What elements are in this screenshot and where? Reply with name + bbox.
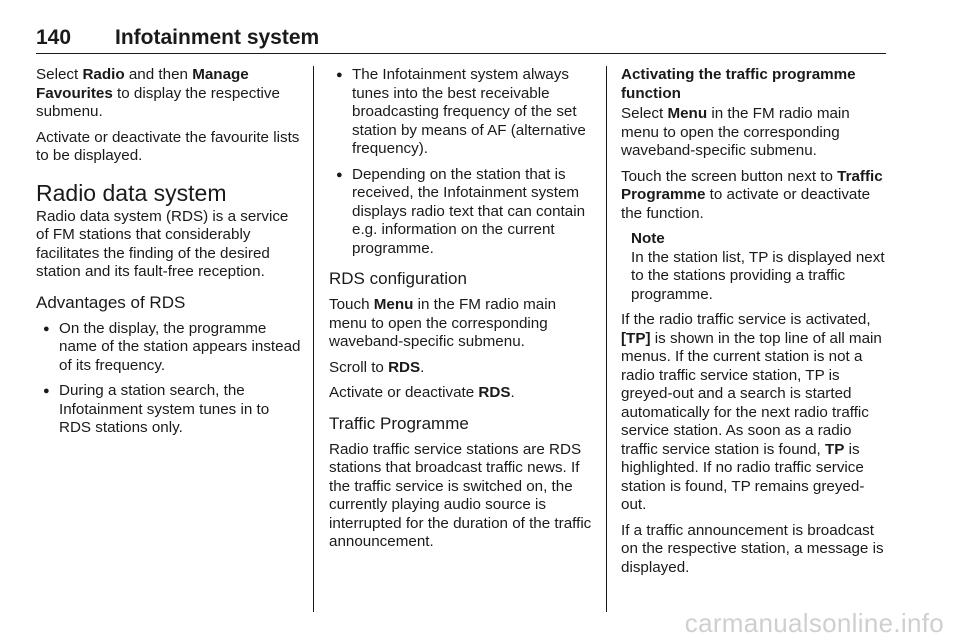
config-menu-paragraph: Touch Menu in the FM radio main menu to open the corresponding waveband-specific submenu. [329, 296, 557, 350]
touch-button-paragraph: Touch the screen button next to Traffic Programme to activate or deactivate the function. [621, 167, 883, 222]
traffic-activated-paragraph: If the radio traffic service is activated, [TP] is shown in the top line of all main menus. If the current station is not a radio traffic service station, TP is greyed-out and a search is started automatically for the next radio traffic service station. As soon as a radio traffic service station is found, TP is highlighted. If no radio traffic service station is found, TP remains greyed-out. [621, 311, 882, 513]
traffic-programme-paragraph: Radio traffic service stations are RDS stations that broadcast traffic news. If the traffic service is switched on, the currently playing audio source is interrupted for the duration of the traffic announcement. [329, 440, 592, 550]
header-divider [36, 53, 886, 54]
list-item: ● The Infotainment system always tunes into the best receivable broadcasting frequency of the set station by means of AF (alternative frequency). [329, 66, 595, 159]
favourites-activate-paragraph: Activate or deactivate the favourite lists to be displayed. [36, 128, 300, 164]
watermark: carmanualsonline.info [684, 608, 944, 638]
chapter-title: Infotainment system [115, 26, 320, 49]
rds-section-heading: Radio data system [36, 179, 227, 206]
rds-advantages-heading: Advantages of RDS [36, 292, 186, 312]
favourites-paragraph: Select Radio and then Manage Favourites to display the respective submenu. [36, 66, 280, 120]
rds-features-list [329, 66, 595, 258]
activating-traffic-heading: Activating the traffic programme function [621, 66, 856, 102]
note-title: Note [631, 230, 665, 247]
column-1 [36, 66, 302, 445]
list-item: ● During a station search, the Infotainment system tunes in to RDS stations only. [36, 382, 302, 438]
page-number: 140 [36, 26, 72, 49]
page-header [36, 26, 886, 52]
traffic-programme-heading: Traffic Programme [329, 413, 469, 433]
column-divider-2 [606, 66, 607, 612]
config-scroll-paragraph: Scroll to RDS. [329, 358, 425, 376]
rds-intro-paragraph: Radio data system (RDS) is a service of FM stations that considerably facilitates the finding of the desired station and its fault-free reception. [36, 207, 289, 280]
column-divider-1 [313, 66, 314, 612]
list-item: ● On the display, the programme name of the station appears instead of its frequency. [36, 320, 302, 376]
traffic-announcement-paragraph: If a traffic announcement is broadcast on the respective station, a message is displayed. [621, 521, 884, 576]
rds-advantages-list [36, 320, 302, 438]
note-text: In the station list, TP is displayed next to the stations providing a traffic programme. [631, 248, 885, 303]
select-menu-paragraph: Select Menu in the FM radio main menu to open the corresponding waveband-specific submenu. [621, 105, 850, 159]
config-activate-paragraph: Activate or deactivate RDS. [329, 384, 515, 401]
column-2 [329, 66, 595, 559]
list-item: ● Depending on the station that is received, the Infotainment system displays radio text that can contain e.g. information on the current programme. [329, 166, 595, 259]
rds-configuration-heading: RDS configuration [329, 269, 467, 288]
note-box [631, 230, 887, 304]
column-3 [621, 66, 887, 584]
